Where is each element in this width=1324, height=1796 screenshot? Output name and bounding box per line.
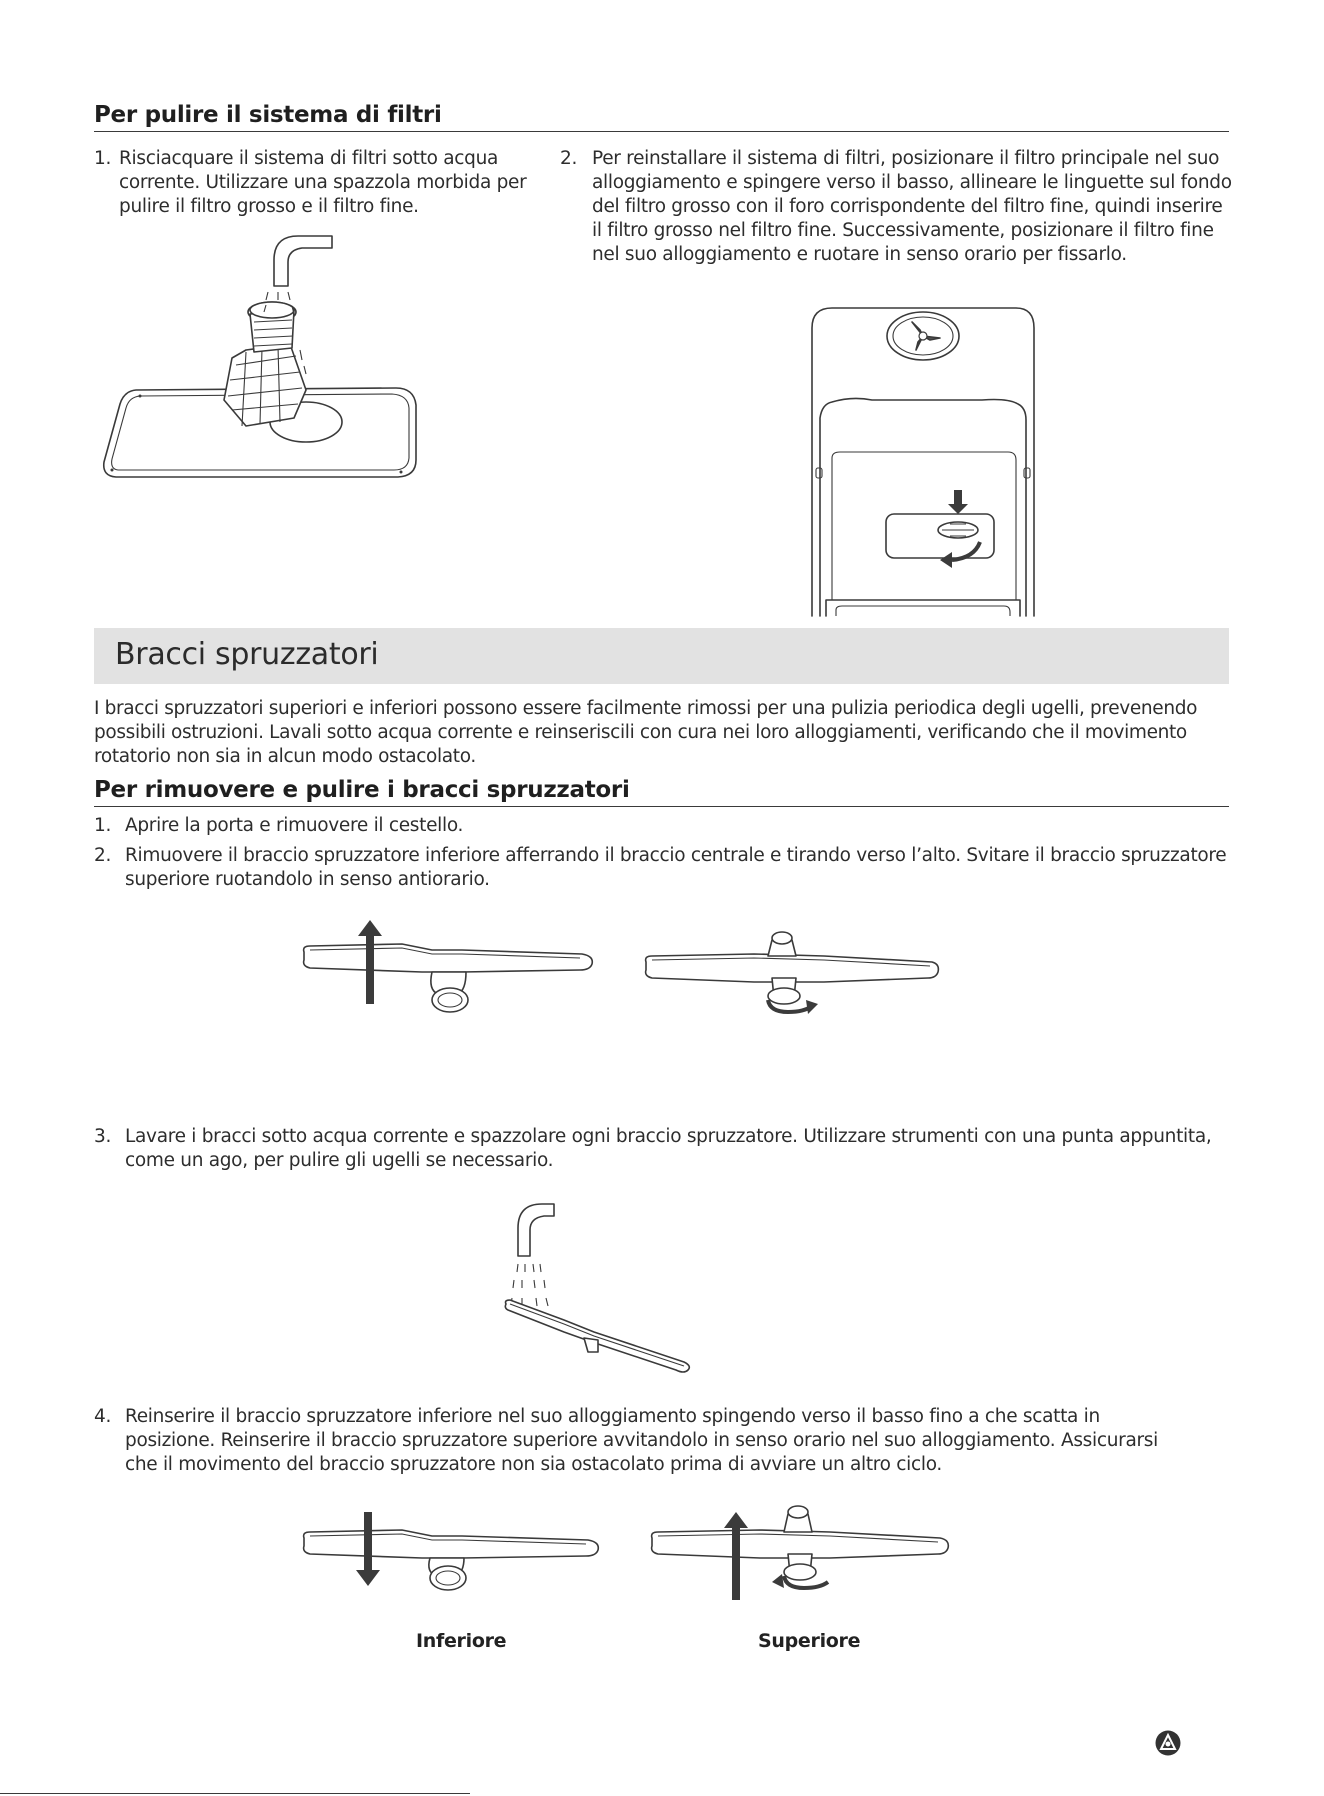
step-text: Aprire la porta e rimuovere il cestello.: [125, 815, 464, 836]
step-text: Risciacquare il sistema di filtri sotto acqua corrente. Utilizzare una spazzola morbida per pulire il filtro grosso e il filtro fine.: [119, 148, 527, 217]
spray-arm-upper-removal-illustration: [644, 926, 940, 1026]
filter-step-2: [560, 147, 1232, 267]
caption-upper: Superiore: [758, 1630, 861, 1652]
spray-arm-upper-install-illustration: [650, 1502, 950, 1606]
spray-step-2: [94, 844, 1232, 892]
spray-arm-lower-removal-illustration: [302, 916, 594, 1016]
section-banner-spray-arms: [94, 628, 1229, 684]
spray-arm-lower-install-illustration: [302, 1508, 602, 1592]
section-rule-spray-arms: [94, 806, 1229, 807]
step-text: Rimuovere il braccio spruzzatore inferiore afferrando il braccio centrale e tirando verso l’alto. Svitare il braccio spruzzatore superiore ruotandolo in senso antiorario.: [125, 845, 1227, 890]
banner-title: Bracci spruzzatori: [115, 637, 379, 672]
step-number: 1.: [94, 815, 112, 836]
step-number: 2.: [94, 845, 112, 866]
step-number: 3.: [94, 1126, 112, 1147]
spray-arms-intro: I bracci spruzzatori superiori e inferiori possono essere facilmente rimossi per una pulizia periodica degli ugelli, prevenendo possibili ostruzioni. Lavali sotto acqua corrente e reinseriscili con cura nei loro alloggiamenti, verificando che il movimento rotatorio non sia in alcun modo ostacolato.: [94, 698, 1198, 767]
footer-rule: [0, 1793, 470, 1794]
step-number: 2.: [560, 148, 578, 169]
spray-step-1: [94, 814, 1232, 838]
brand-logo-icon: [1155, 1730, 1181, 1756]
section-rule-filters: [94, 131, 1229, 132]
caption-lower: Inferiore: [416, 1630, 507, 1652]
step-number: 4.: [94, 1406, 112, 1427]
step-text: Per reinstallare il sistema di filtri, posizionare il filtro principale nel suo alloggiamento e spingere verso il basso, allineare le linguette sul fondo del filtro grosso con il foro corrispondente del filtro fine, quindi inserire il filtro grosso nel filtro fine. Successivamente, posizionare il filtro fine nel suo alloggiamento e ruotare in senso orario per fissarlo.: [592, 148, 1232, 265]
step-text: Reinserire il braccio spruzzatore inferiore nel suo alloggiamento spingendo verso il basso fino a che scatta in posizione. Reinserire il braccio spruzzatore superiore avvitandolo in senso orario nel suo alloggiamento. Assicurarsi che il movimento del braccio spruzzatore non sia ostacolato prima di avviare un altro ciclo.: [125, 1406, 1158, 1475]
section-title-spray-arms: Per rimuovere e pulire i bracci spruzzatori: [94, 777, 630, 803]
spray-step-4: [94, 1405, 1232, 1477]
filter-step-1: [94, 147, 544, 219]
dishwasher-tub-illustration: [812, 308, 1036, 618]
spray-step-3: [94, 1125, 1232, 1173]
step-number: 1.: [94, 148, 112, 169]
step-text: Lavare i bracci sotto acqua corrente e spazzolare ogni braccio spruzzatore. Utilizzare strumenti con una punta appuntita, come un ago, per pulire gli ugelli se necessario.: [125, 1126, 1212, 1171]
section-title-filters: Per pulire il sistema di filtri: [94, 102, 442, 128]
spray-arm-washing-illustration: [504, 1204, 694, 1374]
filter-cleaning-illustration: [96, 240, 426, 500]
